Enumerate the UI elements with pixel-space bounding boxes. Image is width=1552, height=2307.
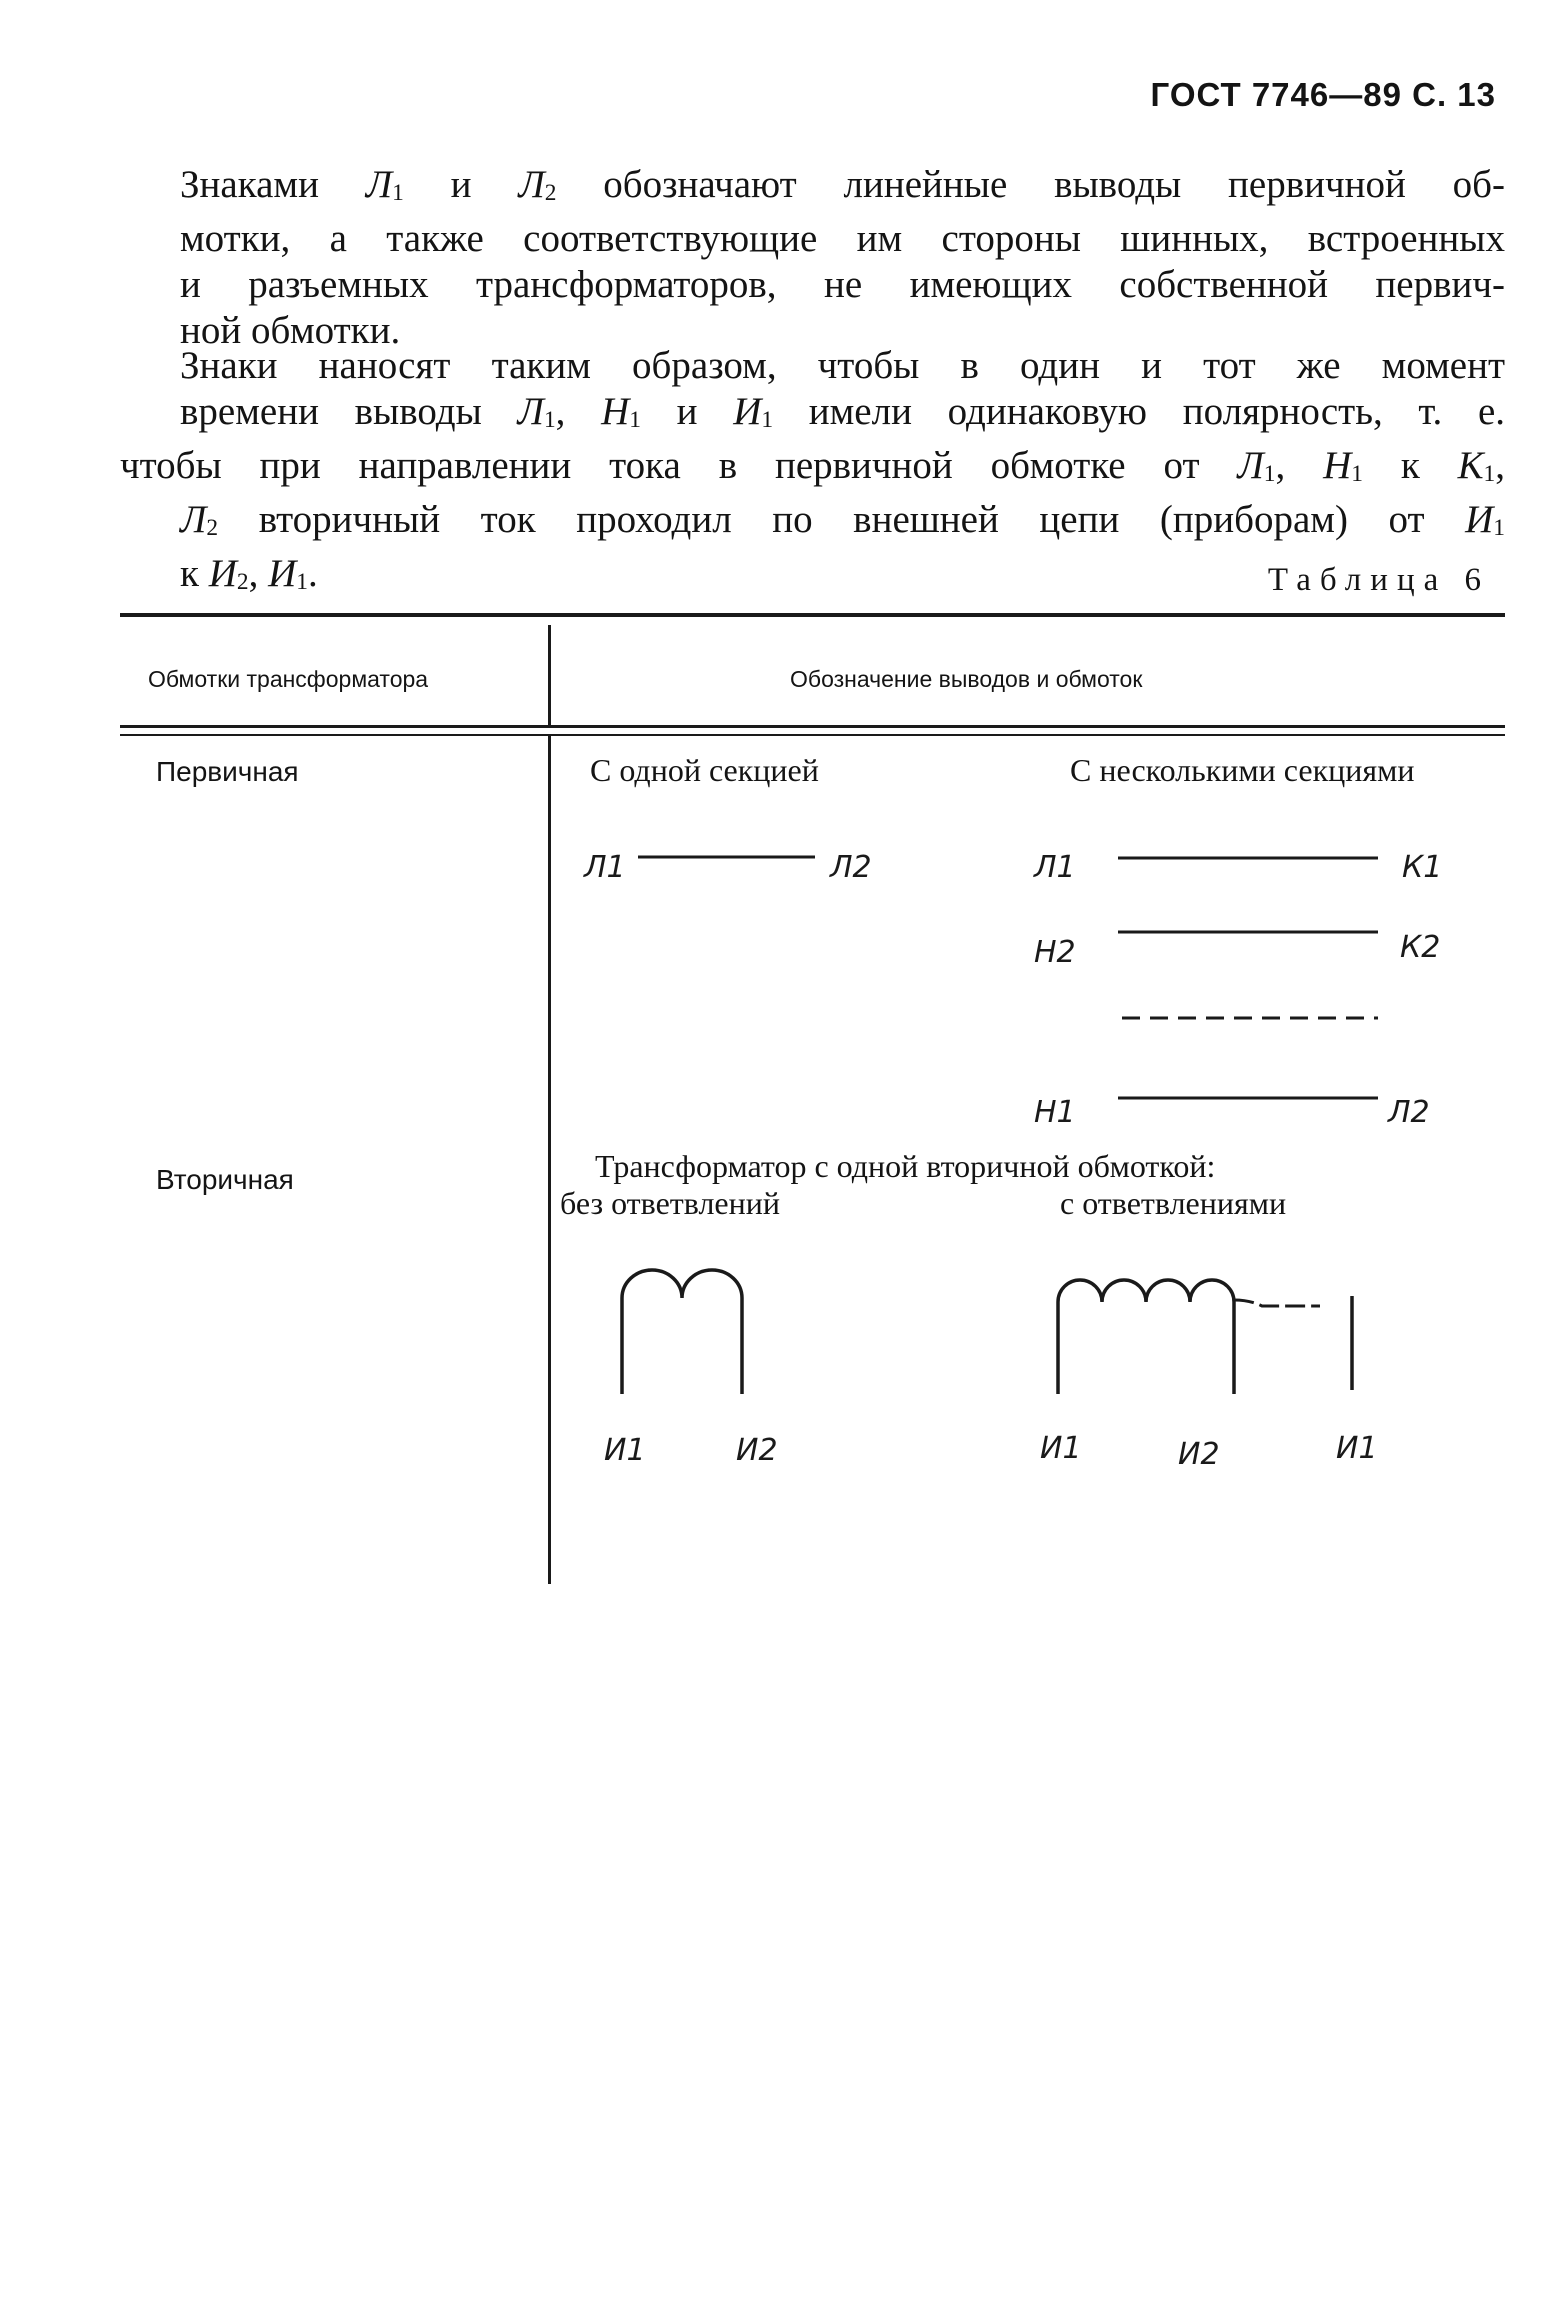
tap-lead — [1234, 1300, 1320, 1306]
primary-multi-section-diagram — [1033, 850, 1442, 1130]
terminal-l1-single: Л1 — [584, 850, 626, 885]
terminal-k2: К2 — [1400, 930, 1441, 965]
terminal-k1: К1 — [1402, 850, 1443, 885]
p1-line-1: Знаками $Л_1$ и $Л_2$ обозначают линейные выводы первичной об- — [180, 163, 1505, 206]
row-label-primary: Первичная — [156, 756, 299, 787]
terminal-l2-single: Л2 — [830, 850, 872, 885]
primary-single-section-diagram — [583, 850, 872, 885]
terminal-i1-taps: И1 — [1040, 1431, 1082, 1466]
secondary-with-taps-label: с ответвлениями — [1060, 1185, 1287, 1221]
secondary-caption: Трансформатор с одной вторичной обмоткой: — [595, 1148, 1216, 1184]
coil-without-taps — [622, 1270, 742, 1394]
terminal-i1-no-taps: И1 — [604, 1433, 646, 1468]
row-label-secondary: Вторичная — [156, 1164, 294, 1195]
page-header: ГОСТ 7746—89 С. 13 — [1150, 76, 1496, 113]
terminal-l2-multi: Л2 — [1388, 1095, 1430, 1130]
secondary-with-taps-diagram — [1040, 1280, 1378, 1472]
column-header-windings: Обмотки трансформатора — [148, 666, 429, 692]
secondary-without-taps-diagram — [604, 1270, 778, 1468]
p2-line-3: чтобы при направлении тока в первичной обмотке от $Л_1$, $Н_1$ к $К_1$, — [120, 444, 1505, 487]
secondary-without-taps-label: без ответвлений — [560, 1185, 780, 1221]
terminal-i2-no-taps: И2 — [736, 1433, 778, 1468]
coil-with-taps — [1058, 1280, 1234, 1394]
p1-line-2: мотки, а также соответствующие им стороны шинных, встроенных — [180, 217, 1505, 260]
primary-single-section-label: С одной секцией — [590, 752, 819, 788]
terminal-i2-taps: И2 — [1178, 1437, 1220, 1472]
p1-line-4: ной обмотки. — [180, 309, 401, 352]
terminal-l1-multi: Л1 — [1034, 850, 1076, 885]
p2-line-1: Знаки наносят таким образом, чтобы в один и тот же момент — [180, 344, 1505, 387]
p2-line-4: $Л_2$ вторичный ток проходил по внешней цепи (приборам) от $И_1$ — [180, 498, 1505, 541]
terminal-i1-tap: И1 — [1336, 1431, 1378, 1466]
p2-line-5: к $И_2$, $И_1$. — [180, 552, 318, 595]
table-caption: Таблица 6 — [1267, 562, 1490, 598]
p1-line-3: и разъемных трансформаторов, не имеющих собственной первич- — [180, 263, 1505, 306]
terminal-n2: Н2 — [1034, 935, 1076, 970]
column-header-designation: Обозначение выводов и обмоток — [790, 666, 1143, 692]
p2-line-2: времени выводы $Л_1$, $Н_1$ и $И_1$ имели одинаковую полярность, т. е. — [180, 390, 1506, 433]
primary-multi-section-label: С несколькими секциями — [1070, 752, 1415, 788]
terminal-n1: Н1 — [1034, 1095, 1076, 1130]
